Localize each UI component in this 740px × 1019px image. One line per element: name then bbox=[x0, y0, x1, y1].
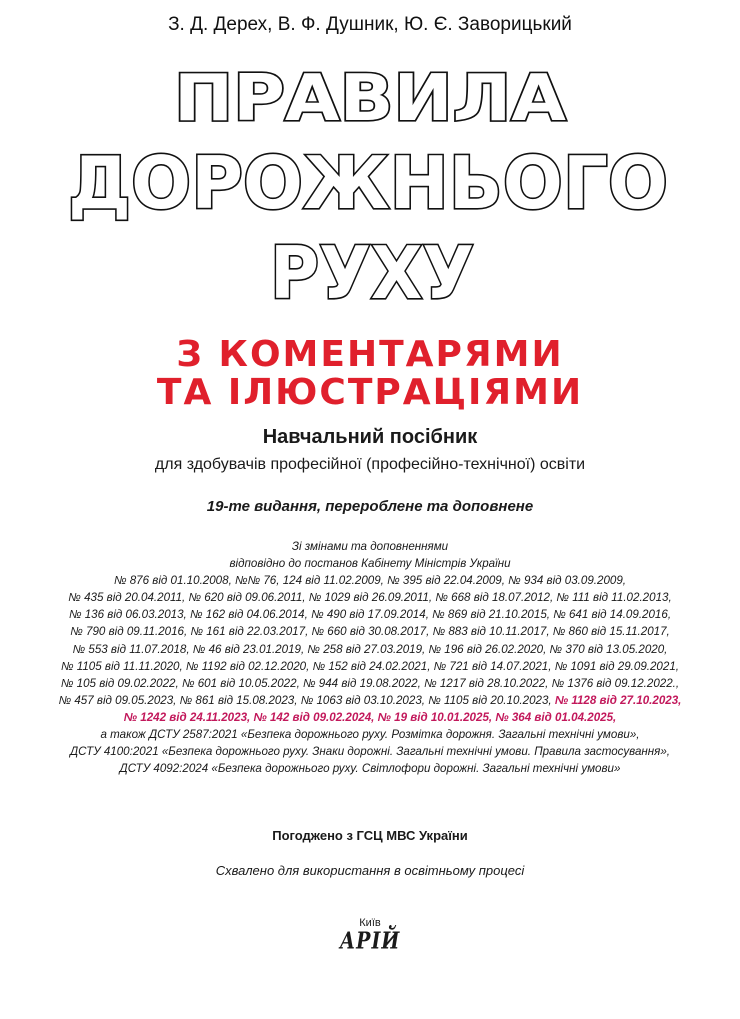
amendments-line bbox=[0, 692, 740, 709]
amendments-line: відповідно до постанов Кабінету Міністрів України bbox=[229, 557, 511, 571]
amendments-highlight-line: № 1242 від 24.11.2023, № 142 від 09.02.2024, № 19 від 10.01.2025, № 364 від 01.04.2025, bbox=[123, 710, 617, 724]
subtitle-line-2: ТА ІЛЮСТРАЦІЯМИ bbox=[156, 372, 584, 413]
title-line-3: РУХУ bbox=[270, 231, 474, 315]
main-title bbox=[0, 58, 740, 328]
edition: 19-те видання, перероблене та доповнене bbox=[206, 498, 534, 515]
amendments-line: № 553 від 11.07.2018, № 46 від 23.01.2019, № 258 від 27.03.2019, № 196 від 26.02.2020, № 370 від 13.05.2020, bbox=[72, 642, 668, 656]
amendments-list bbox=[0, 538, 740, 777]
subtitle-line-1: З КОМЕНТАРЯМИ bbox=[176, 334, 564, 375]
authors: З. Д. Дерех, В. Ф. Душник, Ю. Є. Заворицький bbox=[168, 14, 572, 35]
book-type: Навчальний посібник bbox=[262, 426, 478, 448]
audience: для здобувачів професійної (професійно-технічної) освіти bbox=[154, 456, 586, 473]
amendments-line: № 1105 від 11.11.2020, № 1192 від 02.12.2020, № 152 від 24.02.2021, № 721 від 14.07.2021, № 1091 від 29.09.2021, bbox=[60, 659, 679, 673]
amendments-line: Зі змінами та доповненнями bbox=[291, 540, 449, 553]
amendments-line: № 435 від 20.04.2011, № 620 від 09.06.2011, № 1029 від 26.09.2011, № 668 від 18.07.2012, № 111 від 11.02.2013, bbox=[68, 591, 672, 605]
amendments-line: ДСТУ 4100:2021 «Безпека дорожнього руху. Знаки дорожні. Загальні технічні умови. Правила застосування», bbox=[69, 745, 671, 759]
publisher-logo bbox=[0, 927, 740, 955]
subtitle bbox=[0, 336, 740, 412]
amendments-line: ДСТУ 4092:2024 «Безпека дорожнього руху. Світлофори дорожні. Загальні технічні умови» bbox=[119, 762, 621, 776]
publication-city: Київ bbox=[359, 917, 381, 929]
title-line-2: ДОРОЖНЬОГО bbox=[68, 141, 668, 225]
amendments-line: № 136 від 06.03.2013, № 162 від 04.06.2014, № 490 від 17.09.2014, № 869 від 21.10.2015, № 641 від 14.09.2016, bbox=[68, 608, 672, 622]
agreement-note: Погоджено з ГСЦ МВС України bbox=[272, 828, 468, 843]
title-line-1: ПРАВИЛА bbox=[174, 62, 567, 136]
amendments-line: а також ДСТУ 2587:2021 «Безпека дорожнього руху. Розмітка дорожня. Загальні технічні умови», bbox=[100, 728, 640, 742]
amendments-highlight: № 1128 від 27.10.2023, bbox=[554, 693, 682, 707]
publisher-name: АРІЙ bbox=[339, 927, 401, 955]
amendments-line: № 790 від 09.11.2016, № 161 від 22.03.2017, № 660 від 30.08.2017, № 883 від 10.11.2017, № 860 від 15.11.2017, bbox=[70, 625, 670, 639]
approval-note: Схвалено для використання в освітньому процесі bbox=[215, 863, 525, 878]
amendments-line: № 105 від 09.02.2022, № 601 від 10.05.2022, № 944 від 19.08.2022, № 1217 від 28.10.2022, № 1376 від 09.12.2022., bbox=[60, 676, 680, 690]
amendments-line: № 876 від 01.10.2008, №№ 76, 124 від 11.02.2009, № 395 від 22.04.2009, № 934 від 03.09.2009, bbox=[113, 574, 627, 588]
amendments-text: № 457 від 09.05.2023, № 861 від 15.08.2023, № 1063 від 03.10.2023, № 1105 від 20.10.2023, bbox=[58, 693, 552, 707]
